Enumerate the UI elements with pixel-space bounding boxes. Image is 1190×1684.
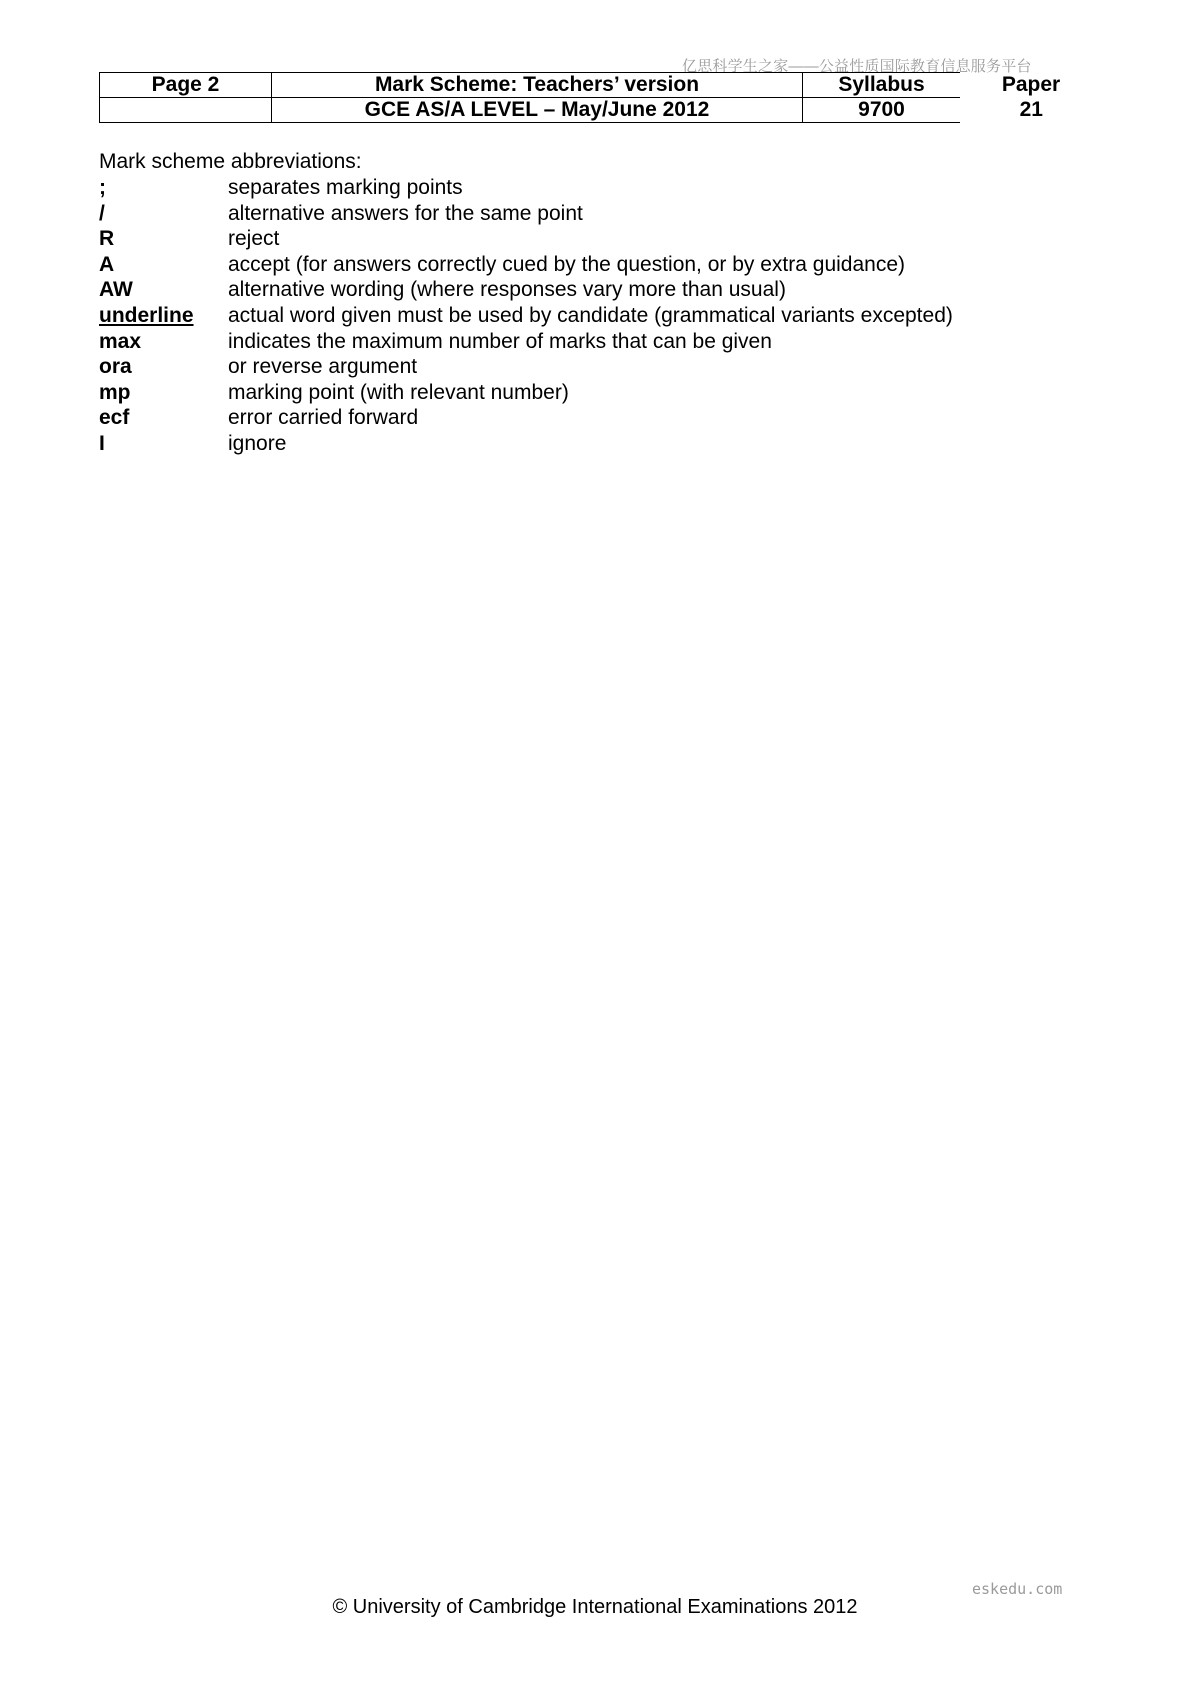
abbreviation-key: ;	[99, 176, 106, 199]
abbreviation-row	[99, 252, 1059, 278]
abbreviations-list	[99, 175, 1059, 457]
abbreviation-desc: accept (for answers correctly cued by the question, or by extra guidance)	[228, 252, 906, 276]
header-subtitle: GCE AS/A LEVEL – May/June 2012	[272, 98, 803, 123]
abbreviation-row	[99, 354, 1059, 380]
abbreviation-desc: ignore	[228, 431, 287, 455]
copyright-footer: © University of Cambridge International Examinations 2012	[332, 1596, 858, 1618]
header-title: Mark Scheme: Teachers’ version	[272, 73, 803, 98]
page-number: Page 2	[100, 73, 272, 98]
paper-value: 21	[1019, 98, 1043, 121]
header-table	[99, 72, 1103, 123]
abbreviation-key: I	[99, 431, 105, 455]
abbreviation-row	[99, 405, 1059, 431]
abbreviation-key: ecf	[99, 406, 130, 430]
syllabus-label: Syllabus	[803, 73, 961, 98]
abbreviation-row	[99, 175, 1059, 201]
abbreviation-desc: indicates the maximum number of marks that can be given	[228, 329, 772, 353]
abbreviation-desc: separates marking points	[228, 176, 463, 199]
abbreviation-row	[99, 201, 1059, 227]
abbreviation-desc: alternative answers for the same point	[228, 201, 583, 225]
abbreviation-row	[99, 329, 1059, 355]
abbreviation-desc: or reverse argument	[228, 355, 418, 379]
watermark-bottom: eskedu.com	[972, 1580, 1063, 1598]
abbreviation-row	[99, 380, 1059, 406]
header-empty-cell	[100, 98, 272, 123]
abbreviation-key: underline	[99, 303, 194, 327]
abbreviation-row	[99, 277, 1059, 303]
paper-label: Paper	[1001, 73, 1061, 96]
abbreviation-key: max	[99, 329, 142, 353]
abbreviation-key: R	[99, 227, 115, 251]
abbreviation-key: mp	[99, 380, 131, 404]
abbreviation-key: ora	[99, 355, 132, 379]
abbreviation-key: A	[99, 252, 115, 276]
abbreviation-key: AW	[99, 278, 133, 302]
abbreviation-desc: alternative wording (where responses vary more than usual)	[228, 278, 786, 302]
watermark-top: 亿思科学生之家——公益性质国际教育信息服务平台	[682, 58, 1032, 75]
abbreviation-row	[99, 226, 1059, 252]
abbreviation-desc: reject	[228, 227, 280, 251]
abbreviation-desc: error carried forward	[228, 406, 419, 430]
abbreviation-row	[99, 431, 1059, 457]
abbreviation-desc: marking point (with relevant number)	[228, 380, 569, 404]
syllabus-value: 9700	[803, 98, 961, 123]
abbreviation-key: /	[99, 201, 105, 225]
abbreviation-row	[99, 303, 1059, 329]
abbreviation-desc: actual word given must be used by candidate (grammatical variants excepted)	[228, 303, 953, 327]
abbreviations-intro: Mark scheme abbreviations:	[99, 150, 362, 173]
